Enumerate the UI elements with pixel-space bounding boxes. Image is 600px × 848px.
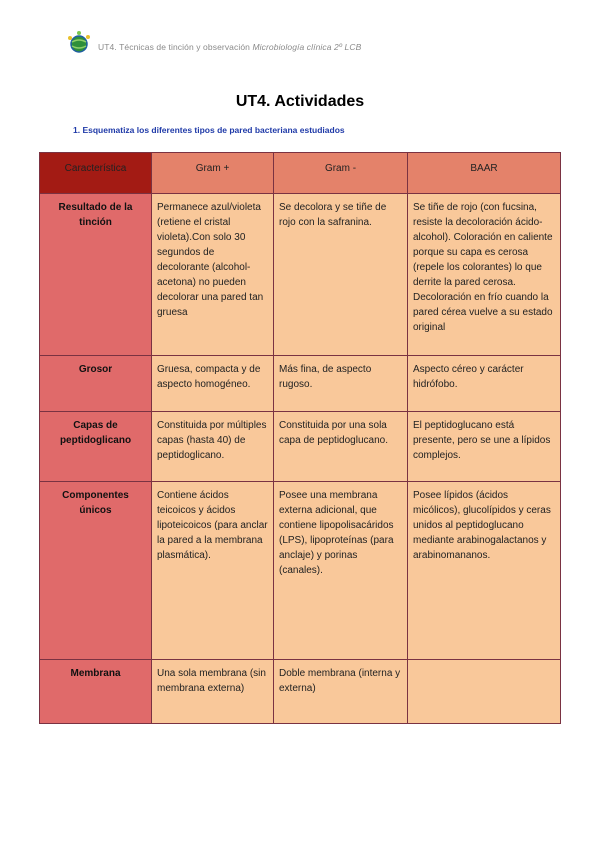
bacterial-wall-table xyxy=(39,152,561,724)
page-header xyxy=(66,30,466,56)
column-header: Gram - xyxy=(274,153,408,194)
table-cell: Gruesa, compacta y de aspecto homogéneo. xyxy=(152,356,274,412)
table-cell: El peptidoglucano está presente, pero se une a lípidos complejos. xyxy=(408,412,561,482)
table-cell: Posee una membrana externa adicional, que contiene lipopolisacáridos (LPS), lipoproteínas (para anclaje) y porinas (canales). xyxy=(274,482,408,660)
row-header: Membrana xyxy=(40,660,152,724)
row-header: Resultado de la tinción xyxy=(40,194,152,356)
row-header: Componentes únicos xyxy=(40,482,152,660)
table-header-row xyxy=(40,153,561,194)
table-cell xyxy=(408,660,561,724)
table-cell: Una sola membrana (sin membrana externa) xyxy=(152,660,274,724)
row-header: Capas de peptidoglicano xyxy=(40,412,152,482)
column-header: BAAR xyxy=(408,153,561,194)
exercise-prompt: 1. Esquematiza los diferentes tipos de pared bacteriana estudiados xyxy=(73,125,345,135)
table-row xyxy=(40,412,561,482)
table-cell: Permanece azul/violeta (retiene el cristal violeta).Con solo 30 segundos de decolorante (alcohol-acetona) no pueden decolorar una pared tan gruesa xyxy=(152,194,274,356)
column-header: Gram + xyxy=(152,153,274,194)
table-cell: Contiene ácidos teicoicos y ácidos lipoteicoicos (para anclar la pared a la membrana plasmática). xyxy=(152,482,274,660)
table-row xyxy=(40,660,561,724)
table-cell: Aspecto céreo y carácter hidrófobo. xyxy=(408,356,561,412)
table-row xyxy=(40,356,561,412)
row-header: Grosor xyxy=(40,356,152,412)
table-cell: Más fina, de aspecto rugoso. xyxy=(274,356,408,412)
table-cell: Doble membrana (interna y externa) xyxy=(274,660,408,724)
globe-logo-icon xyxy=(66,30,92,56)
table-cell: Constituida por una sola capa de peptidoglucano. xyxy=(274,412,408,482)
column-header: Característica xyxy=(40,153,152,194)
table-row xyxy=(40,482,561,660)
table-cell: Constituida por múltiples capas (hasta 40) de peptidoglicano. xyxy=(152,412,274,482)
table-cell: Se tiñe de rojo (con fucsina, resiste la decoloración ácido-alcohol). Coloración en caliente porque su capa es cerosa (repele los colorantes) lo que derrite la pared cerosa. Decoloración en frío cuando la pared cérea vuelve a su estado original xyxy=(408,194,561,356)
table-cell: Se decolora y se tiñe de rojo con la safranina. xyxy=(274,194,408,356)
header-text: UT4. Técnicas de tinción y observación Microbiología clínica 2º LCB xyxy=(98,42,362,52)
table-row xyxy=(40,194,561,356)
table-cell: Posee lípidos (ácidos micólicos), glucolípidos y ceras unidos al peptidoglucano mediante arabinogalactanos y arabinomananos. xyxy=(408,482,561,660)
page-title: UT4. Actividades xyxy=(235,93,365,110)
